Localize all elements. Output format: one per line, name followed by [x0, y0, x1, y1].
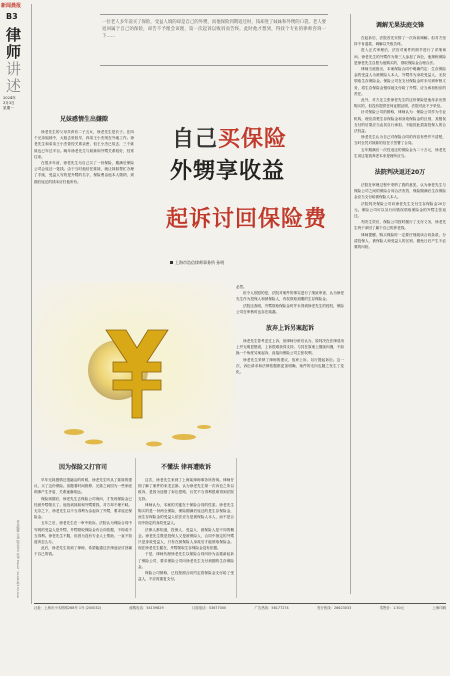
- lower-paragraph-3: 法院还查明，外甥领取保险金时并未得到徐老先生的授权，保险公司在审核时也存在疏漏。: [236, 303, 344, 314]
- title-line-2: 外甥享收益: [170, 159, 286, 184]
- right-paragraph-2: 进入正式审理后，法官对案件的细节进行了详细询问。徐老先生的外甥作为第三人参加了诉讼，他辩称保险是徐老先生自愿为他购买的，领取保险金合理合法。: [354, 48, 446, 65]
- right-paragraph-8: 法院在审理过程中采纳了我的意见，认为徐老先生与保险公司之间的保险合同合法有效，保险期满后生存保险金应当支付给被保险人本人。: [354, 183, 446, 200]
- bottom-left-paragraph-2: 保险到期后，徐老先生去保险公司询问，才发现保险金已经被外甥领走了。他找到妹妹和外甥要钱，对方却不理不睬。无奈之下，徐老先生以不当得利为由起诉了外甥，要求返还保险金。: [34, 496, 132, 520]
- title-line-1-a: 自己: [172, 127, 219, 152]
- byline-marker-icon: [170, 261, 173, 264]
- footer-price: 零售价：1.50元: [379, 606, 405, 610]
- left-heading-1: 兄妹感情生出嫌隙: [59, 116, 108, 123]
- section-char-3: 讲: [6, 60, 22, 78]
- yen-coin-illustration: [34, 282, 234, 452]
- bottom-left-paragraph-4: 此后，徐老先生找到了律师，希望能通过法律途径讨回属于自己的钱。: [34, 546, 132, 557]
- bottom-left-paragraph-3: 五年之后，徐老先生在一审中败诉。法院认为保险合同中写明的受益人是外甥，外甥领取保险金有合同依据，不构成不当得利。徐老先生不服，但因为没有专业人士帮助，一直不知道该怎么办。: [34, 521, 132, 545]
- lower-mid-column: [236, 284, 344, 375]
- right-paragraph-3: 律师当庭指出，本案保险合同中明确约定：生存保险金的受益人为被保险人本人，外甥作为身故受益人，无权领取生存保险金。保险公司在支付保险金时未尽到审核义务，将生存保险金错误地支付给了外甥，应当承担相应的责任。: [354, 67, 446, 96]
- right-column: [354, 16, 446, 596]
- footer: [34, 603, 446, 613]
- right-heading-2: 法院判决返还20万: [374, 169, 426, 177]
- left-column: [34, 112, 134, 185]
- column-divider-1: [135, 458, 136, 598]
- bottom-left-paragraph-1: 早年兄妹感情还很融洽的时候，徐老先生听从了妹妹的建议，买了这份保险。但随着时间推移，兄妹之间因为一些家庭琐事产生矛盾，关系逐渐疏远。: [34, 478, 132, 495]
- title-line-1-b: 买保险: [218, 127, 288, 152]
- right-paragraph-5: 针对保险公司的辩称，律师认为：保险公司作为专业机构，理应清楚生存保险金和身故保险金的区别，其错误支付的后果应当由其自行承担，不能因此损害投保人的合法权益。: [354, 110, 446, 134]
- lower-paragraph-1: 必然。: [236, 285, 247, 289]
- margin-divider: [31, 4, 32, 604]
- right-paragraph-7: 五年期满后一次性返还的保险金为二十万元，徐老先生用这笔钱养老本来是理所应当。: [354, 147, 446, 158]
- intro-box: [100, 14, 328, 66]
- footer-address: 社址：上海市小木桥路268号 1号 (200032): [34, 606, 102, 610]
- column-divider-2: [236, 458, 237, 598]
- date-line-2: 3月3日: [3, 101, 15, 105]
- bottom-mid-paragraph-4: 于是，律师代理徐老先生以保险合同纠纷为由重新起诉了保险公司，要求保险公司向徐老先生支付到期的生存保险金。: [138, 552, 234, 569]
- lower-heading: 放弃上诉另案起诉: [265, 325, 314, 333]
- right-paragraph-9: 法院判决保险公司向徐老先生支付生存保险金20万元。保险公司可以另行向错误领取保险金的外甥主张返还。: [354, 201, 446, 219]
- section-char-4: 述: [6, 77, 22, 95]
- bottom-mid-paragraph-2: 律师认为，本案的关键在于保险合同的性质。徐老先生购买的是一份两全保险，保险期满后返还的是生存保险金，而生存保险金的受益人依法应当是被保险人本人，而不是合同中指定的身故受益人。: [138, 502, 234, 526]
- section-char-1: 律: [6, 26, 22, 44]
- side-credits: 责任编辑 王旭 版式设计 李伟 Email：xwcbls@163.com: [16, 520, 20, 598]
- intro-text: 一位老人多年前买了保险，受益人填的却是自己的外甥，而他保险到期返还时，钱却进了妹妹和外甥的口袋。老人要退回属于自己的保险，却告不予理会该理，第一次起诉以败诉而告终。此时他才想到，得找个专业的律师咨询一下……: [102, 20, 326, 39]
- newspaper-logo: 新闻晨报: [1, 3, 22, 9]
- footer-printer: 上海印刷: [432, 606, 446, 610]
- lower-paragraph-4: 徐老先生曾考虑过上诉，但律师分析后认为，原判决在法律适用上并无明显错误，上诉很难获得支持。与其在原案上继续纠缠，不如换一个角度另案起诉，直接向保险公司主张权利。: [236, 339, 344, 356]
- footer-ads: 广告热线：56177274: [254, 606, 289, 610]
- right-paragraph-11: 律师提醒，购买保险时一定要仔细阅读合同条款，分清投保人、被保险人和受益人的区别，避免日后产生不必要的纠纷。: [354, 232, 446, 250]
- bottom-mid-paragraph-1: 这次，徐老先生来到了上海某律师事务所咨询。律师仔细了解了案件的来龙去脉，认为徐老先生第一次诉讼之所以败诉，是因为选错了诉讼思路，仅凭不当得利很难得到法院支持。: [138, 478, 234, 501]
- bottom-left-column: [34, 460, 132, 558]
- byline-text: 上海市浩信律师事务所 孙明: [175, 260, 225, 265]
- right-paragraph-1: 在起诉后，法院首先安排了一次诉前调解。但对方坚持不肯退款，调解以失败告终。: [354, 36, 446, 47]
- right-paragraph-6: 徐老先生认为自己对保险合同的内容有些并不清楚，当时全凭对妹妹的信任才签署了合同。: [354, 135, 446, 146]
- title-line-1: [172, 122, 287, 153]
- bottom-mid-paragraph-3: 法律人都知道，投保人、受益人、被保险人是不同的概念。徐老先生既是投保人又是被保险人，合同中指定的外甥只是身故受益人，只有在被保险人身故后才能领取保险金。现在徐老先生健在，外甥领取生存保险金没有依据。: [138, 527, 234, 551]
- lower-paragraph-5: 徐老先生采纳了律师的建议，放弃上诉，另行提起诉讼。这一次，诉讼请求和法律依据都更加明确，案件的走向也随之发生了变化。: [236, 357, 344, 375]
- right-paragraph-4: 此外，对方还主张徐老先生的这份保险是他母亲出资购买的，但没有提供任何证据证明，法院对此不予采信。: [354, 98, 446, 109]
- bottom-mid-column: [138, 460, 234, 582]
- bottom-mid-heading: 不懂法 律再遭败诉: [160, 464, 212, 471]
- right-column-divider: [350, 14, 351, 594]
- masthead: [0, 0, 30, 110]
- bottom-left-heading: 因为保险又打官司: [58, 464, 107, 471]
- right-paragraph-10: 判决生效后，保险公司按时履行了支付义务，徐老先生终于拿回了属于自己的养老钱。: [354, 220, 446, 231]
- section-char-2: 师: [6, 43, 22, 61]
- right-heading-1: 调解无果法庭交锋: [375, 22, 424, 29]
- weekday: 星期一: [3, 106, 14, 110]
- page-number: B3: [6, 12, 18, 21]
- left-paragraph-2: 在很多年前，徐老先生为自己买了一份保险，期满后保险公司会返还一笔钱。由于当时他信任妹妹，就让妹妹帮忙办理了手续，受益人写的是外甥的名字，保险费由他本人缴纳，到期后返还的钱本应归他所有。: [34, 161, 134, 184]
- date-line: 2024年: [3, 96, 16, 100]
- lower-paragraph-2: 但令人欣慰的是，法院对案件的事实进行了细致审查，认为徐老先生作为投保人和被保险人，有权领取到期的生存保险金。: [236, 291, 344, 302]
- byline: [170, 260, 224, 266]
- left-paragraph-1: 徐老先生的父母共育有二子五女，徐老先生是长子。在四个兄弟姐妹中，大姐去世较早，四弟王小杰则在外地工作。徐老先生和弟弟王小杰曾经关系亲密，但王小杰已故去，三个妹妹也已年过半百。晚年徐老先生与妹妹和外甥关系较好，经常往来。: [34, 130, 134, 159]
- footer-distribution: 发行热线：26623033: [317, 606, 352, 610]
- footer-mail: 邮购电话：54159829: [129, 606, 164, 610]
- bottom-mid-paragraph-5: 保险公司辩称，已经按照合同约定将保险金支付给了受益人，不应再重复支付。: [138, 571, 234, 582]
- footer-subscribe: 订阅电话：53677000: [191, 606, 227, 610]
- title-line-3: 起诉讨回保险费: [166, 207, 328, 232]
